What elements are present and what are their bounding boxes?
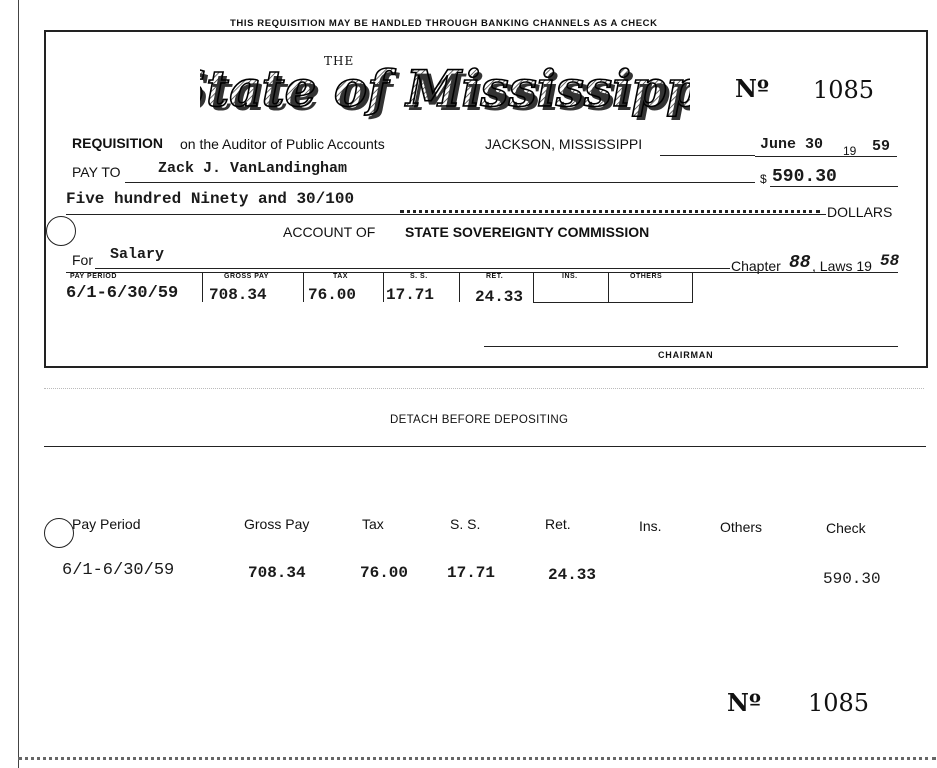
stub-ret: 24.33 — [548, 566, 597, 584]
signature-line — [484, 346, 898, 347]
left-edge — [18, 0, 19, 768]
chapter-value: 88 — [789, 253, 811, 273]
cell-gross-pay: 708.34 — [209, 286, 267, 304]
year-prefix: 19 — [843, 144, 857, 158]
stub-gross-pay: 708.34 — [248, 564, 306, 582]
dollar-sign: $ — [760, 172, 767, 186]
requisition-text: on the Auditor of Public Accounts — [180, 136, 385, 152]
laws-label: , Laws 19 — [812, 258, 872, 274]
dollars-label: DOLLARS — [827, 204, 893, 220]
date-value: June 30 — [760, 136, 824, 153]
pay-to-label: PAY TO — [72, 164, 121, 180]
stub-head-gross-pay: Gross Pay — [244, 516, 310, 532]
laws-year: 58 — [880, 252, 900, 270]
detach-line — [44, 446, 926, 447]
account-label: ACCOUNT OF — [283, 224, 376, 240]
stub-pay-period: 6/1-6/30/59 — [62, 561, 175, 580]
col-head-ss: S. S. — [410, 273, 428, 280]
chairman-label: CHAIRMAN — [658, 350, 714, 360]
logo-graphic — [200, 40, 690, 120]
stub-head-tax: Tax — [362, 516, 384, 532]
stub-head-ret: Ret. — [545, 516, 571, 532]
stub-tax: 76.00 — [360, 564, 409, 582]
for-value: Salary — [110, 246, 165, 263]
requisition-label: REQUISITION — [72, 135, 164, 151]
amount-words: Five hundred Ninety and 30/100 — [66, 190, 355, 208]
col-head-tax: TAX — [333, 273, 348, 280]
punch-hole-bottom — [44, 518, 74, 548]
account-name: STATE SOVEREIGNTY COMMISSION — [405, 224, 650, 240]
logo-shadow: tate of Mississip — [210, 63, 671, 120]
bottom-edge — [18, 757, 936, 760]
stub-number-label: Nº — [727, 688, 761, 717]
stub-number-value: 1085 — [808, 689, 870, 717]
logo-text: tate of Mississippi — [206, 59, 690, 118]
detach-label: DETACH BEFORE DEPOSITING — [390, 414, 569, 426]
col-head-others: OTHERS — [630, 273, 663, 280]
stub-head-pay-period: Pay Period — [72, 516, 141, 532]
logo-small-text: THE — [324, 54, 355, 68]
stub-head-check: Check — [826, 520, 866, 536]
cell-pay-period: 6/1-6/30/59 — [66, 284, 179, 303]
col-head-ret: RET. — [486, 273, 504, 280]
stub-head-ss: S. S. — [450, 516, 481, 532]
amount-value: 590.30 — [772, 167, 837, 187]
amount-fill-dots — [400, 210, 820, 213]
col-head-gross-pay: GROSS PAY — [224, 273, 269, 280]
payee-name: Zack J. VanLandingham — [158, 160, 348, 177]
stub-check: 590.30 — [823, 570, 881, 588]
year-suffix: 59 — [872, 138, 891, 155]
for-label: For — [72, 252, 93, 268]
cell-ret: 24.33 — [475, 288, 524, 306]
col-head-pay-period: PAY PERIOD — [70, 273, 117, 280]
perforation — [44, 388, 924, 389]
col-head-ins: INS. — [562, 273, 578, 280]
state-logo — [200, 40, 690, 120]
cell-ss: 17.71 — [386, 286, 435, 304]
number-label: Nº — [735, 74, 769, 103]
chapter-label: Chapter — [731, 258, 781, 274]
cell-tax: 76.00 — [308, 286, 357, 304]
stub-ss: 17.71 — [447, 564, 496, 582]
city-label: JACKSON, MISSISSIPPI — [485, 136, 643, 152]
stub-head-others: Others — [720, 519, 763, 535]
stub-head-ins: Ins. — [639, 518, 662, 534]
number-value: 1085 — [813, 76, 875, 104]
header-notice: THIS REQUISITION MAY BE HANDLED THROUGH BANKING CHANNELS AS A CHECK — [230, 18, 658, 29]
punch-hole-top — [46, 216, 76, 246]
